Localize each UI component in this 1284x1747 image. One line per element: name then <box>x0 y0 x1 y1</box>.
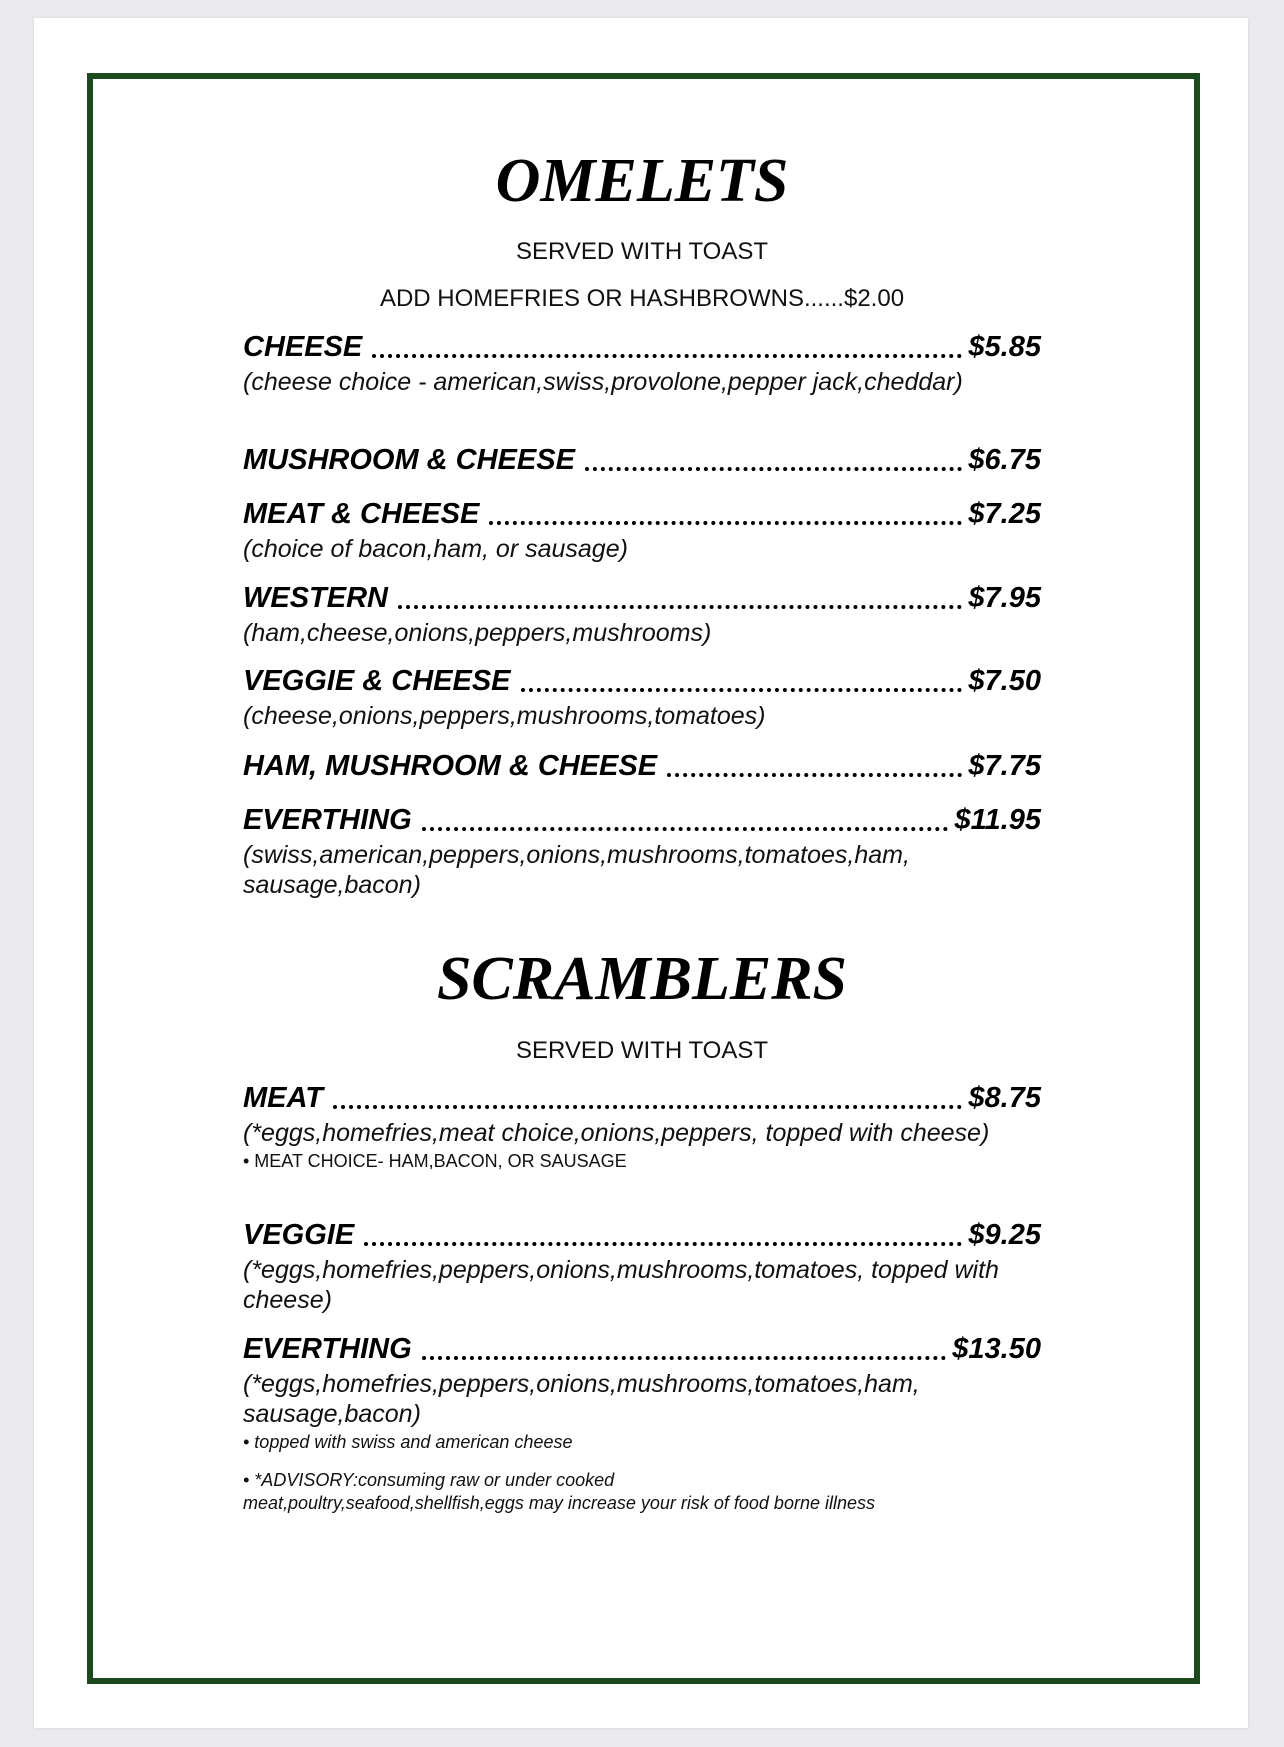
menu-item-everthing-scrambler <box>243 1334 1041 1453</box>
leader-dots <box>364 1238 962 1246</box>
item-name: MUSHROOM & CHEESE <box>243 444 575 476</box>
item-note: • topped with swiss and american cheese <box>243 1431 573 1452</box>
item-price: $6.75 <box>968 444 1041 476</box>
menu-item-mushroom-cheese <box>243 445 1041 477</box>
advisory-line-1: • *ADVISORY:consuming raw or under cooked <box>243 1470 615 1490</box>
leader-dots <box>489 517 962 525</box>
menu-item-cheese <box>243 332 1041 397</box>
leader-dots <box>333 1101 962 1109</box>
item-name: VEGGIE & CHEESE <box>243 665 511 697</box>
leader-dots <box>422 823 949 831</box>
item-name: MEAT <box>243 1082 324 1114</box>
item-price: $13.50 <box>952 1333 1041 1365</box>
leader-dots <box>667 769 962 777</box>
item-price: $5.85 <box>968 331 1041 363</box>
item-description: (ham,cheese,onions,peppers,mushrooms) <box>243 618 712 647</box>
item-price: $7.75 <box>968 750 1041 782</box>
menu-item-meat <box>243 1083 1041 1172</box>
menu-item-meat-cheese <box>243 499 1041 564</box>
item-name: WESTERN <box>243 582 388 614</box>
item-price: $9.25 <box>968 1219 1041 1251</box>
item-price: $7.95 <box>968 582 1041 614</box>
item-price: $8.75 <box>968 1082 1041 1114</box>
item-name: HAM, MUSHROOM & CHEESE <box>243 750 658 782</box>
menu-item-veggie <box>243 1220 1041 1315</box>
item-description: (*eggs,homefries,peppers,onions,mushrooms,tomatoes, topped with cheese) <box>243 1255 999 1314</box>
omelets-served-note: SERVED WITH TOAST <box>515 238 769 265</box>
leader-dots <box>422 1352 947 1360</box>
item-price: $11.95 <box>954 804 1041 836</box>
item-name: VEGGIE <box>243 1219 355 1251</box>
item-price: $7.25 <box>968 498 1041 530</box>
omelets-addon-note: ADD HOMEFRIES OR HASHBROWNS......$2.00 <box>379 285 905 312</box>
item-name: EVERTHING <box>243 1333 412 1365</box>
leader-dots <box>521 684 963 692</box>
menu-item-everthing <box>243 805 1041 900</box>
item-name: MEAT & CHEESE <box>243 498 480 530</box>
scramblers-served-note: SERVED WITH TOAST <box>515 1037 769 1064</box>
item-description: (choice of bacon,ham, or sausage) <box>243 534 628 563</box>
item-description: (cheese choice - american,swiss,provolone,pepper jack,cheddar) <box>243 367 963 396</box>
menu-item-western <box>243 583 1041 648</box>
food-advisory <box>243 1469 1003 1515</box>
menu-item-ham-mushroom-cheese <box>243 751 1041 783</box>
item-description: (*eggs,homefries,peppers,onions,mushrooms,tomatoes,ham, sausage,bacon) <box>243 1369 920 1428</box>
item-name: EVERTHING <box>243 804 412 836</box>
item-description: (swiss,american,peppers,onions,mushrooms,tomatoes,ham, sausage,bacon) <box>243 840 910 899</box>
advisory-line-2: meat,poultry,seafood,shellfish,eggs may increase your risk of food borne illness <box>243 1493 875 1513</box>
item-note: • MEAT CHOICE- HAM,BACON, OR SAUSAGE <box>243 1150 627 1171</box>
item-name: CHEESE <box>243 331 363 363</box>
leader-dots <box>398 601 962 609</box>
item-description: (cheese,onions,peppers,mushrooms,tomatoes) <box>243 701 766 730</box>
item-price: $7.50 <box>968 665 1041 697</box>
leader-dots <box>585 463 963 471</box>
scramblers-title: SCRAMBLERS <box>436 945 848 1013</box>
menu-item-veggie-cheese <box>243 666 1041 731</box>
item-description: (*eggs,homefries,meat choice,onions,peppers, topped with cheese) <box>243 1118 990 1147</box>
leader-dots <box>372 350 962 358</box>
omelets-title: OMELETS <box>495 147 789 215</box>
